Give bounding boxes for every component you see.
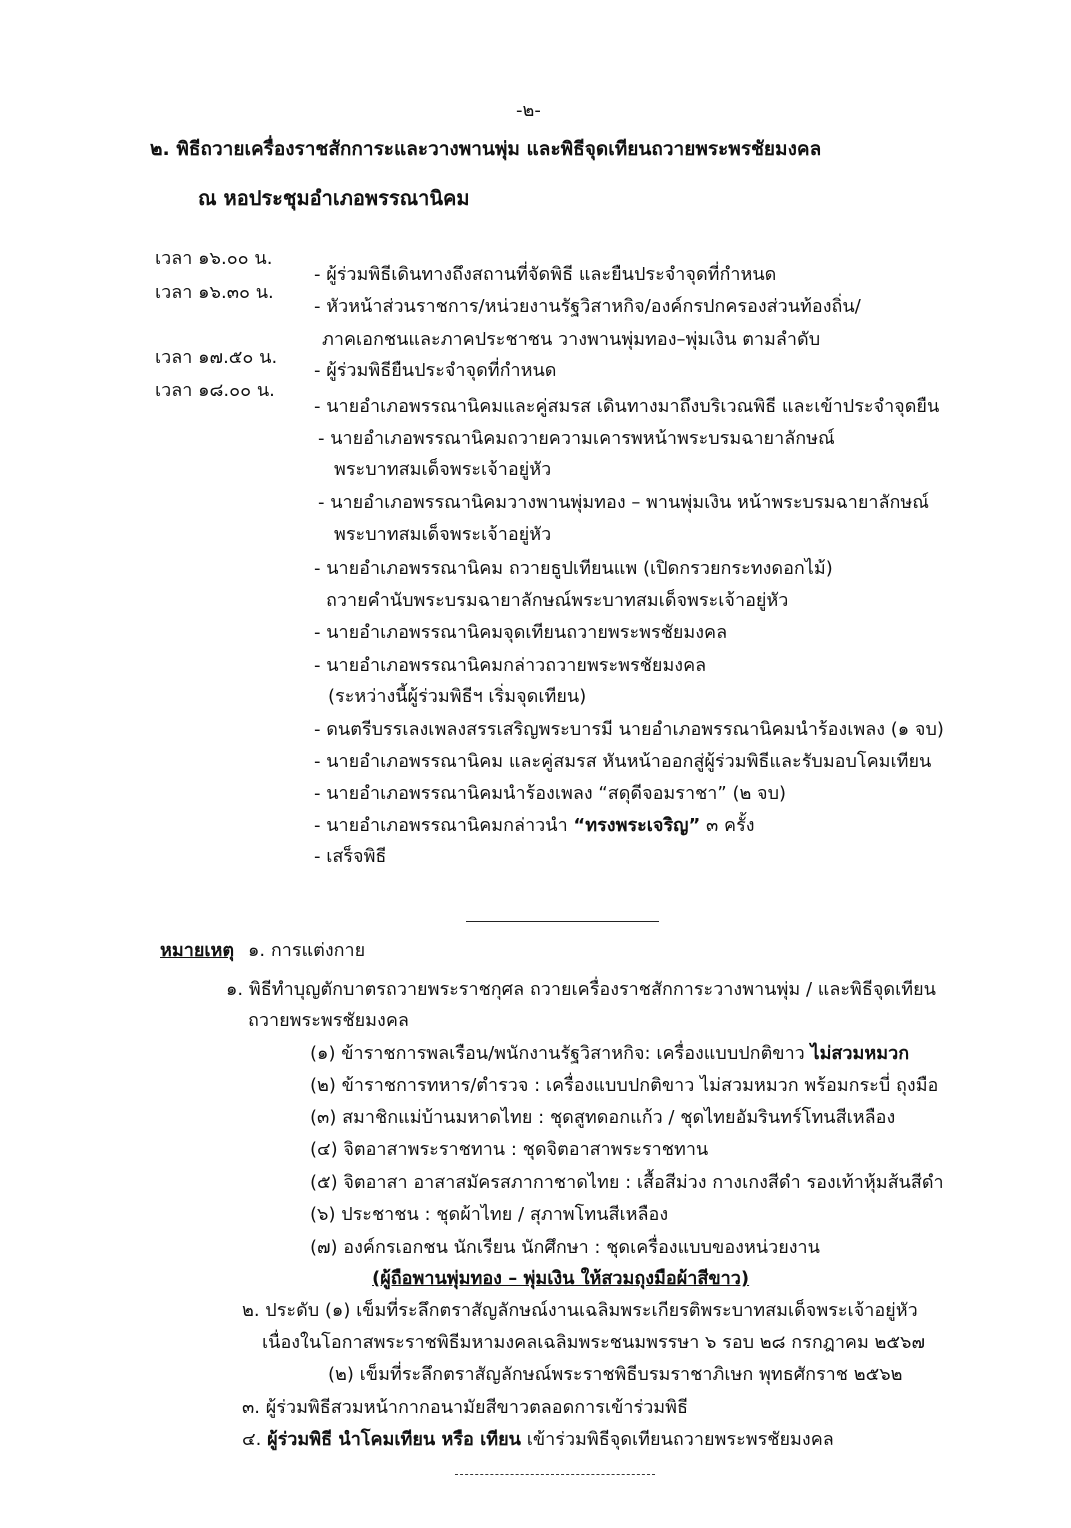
schedule-time: เวลา ๑๖.๓๐ น.	[155, 282, 274, 303]
schedule-line: - นายอำเภอพรรณานิคมจุดเทียนถวายพระพรชัยมงคล	[314, 622, 728, 643]
glove-note: (ผู้ถือพานพุ่มทอง – พุ่มเงิน ให้สวมถุงมือผ้าสีขาว)	[372, 1268, 750, 1289]
schedule-line: - นายอำเภอพรรณานิคมและคู่สมรส เดินทางมาถึงบริเวณพิธี และเข้าประจำจุดยืน	[314, 396, 940, 417]
schedule-line: (ระหว่างนี้ผู้ร่วมพิธีฯ เริ่มจุดเทียน)	[328, 686, 587, 707]
schedule-line: พระบาทสมเด็จพระเจ้าอยู่หัว	[334, 459, 552, 480]
schedule-line: ภาคเอกชนและภาคประชาชน วางพานพุ่มทอง–พุ่มเงิน ตามลำดับ	[322, 329, 821, 350]
notes-dress-heading: ๑. การแต่งกาย	[248, 940, 366, 961]
schedule-line: - ผู้ร่วมพิธีเดินทางถึงสถานที่จัดพิธี และยืนประจำจุดที่กำหนด	[314, 264, 777, 285]
dress-item: (๒) ข้าราชการทหาร/ตำรวจ : เครื่องแบบปกติขาว ไม่สวมหมวก พร้อมกระบี่ ถุงมือ	[310, 1075, 939, 1096]
schedule-line: - นายอำเภอพรรณานิคมนำร้องเพลง “สดุดีจอมราชา” (๒ จบ)	[314, 783, 787, 804]
dress-item: (๑) ข้าราชการพลเรือน/พนักงานรัฐวิสาหกิจ: เครื่องแบบปกติขาว ไม่สวมหมวก	[310, 1043, 910, 1064]
notes-item2-line1: ๒. ประดับ (๑) เข็มที่ระลึกตราสัญลักษณ์งานเฉลิมพระเกียรติพระบาทสมเด็จพระเจ้าอยู่หัว	[242, 1300, 918, 1321]
section-heading-line1: ๒. พิธีถวายเครื่องราชสักการะและวางพานพุ่ม และพิธีจุดเทียนถวายพระพรชัยมงคล	[150, 138, 822, 160]
schedule-line: ถวายคำนับพระบรมฉายาลักษณ์พระบาทสมเด็จพระเจ้าอยู่หัว	[326, 590, 789, 611]
notes-item2-line3: (๒) เข็มที่ระลึกตราสัญลักษณ์พระราชพิธีบรมราชาภิเษก พุทธศักราช ๒๕๖๒	[328, 1364, 903, 1385]
notes-item3: ๓. ผู้ร่วมพิธีสวมหน้ากากอนามัยสีขาวตลอดการเข้าร่วมพิธี	[242, 1397, 689, 1418]
dress-item: (๗) องค์กรเอกชน นักเรียน นักศึกษา : ชุดเครื่องแบบของหน่วยงาน	[310, 1237, 820, 1258]
schedule-line: - นายอำเภอพรรณานิคมวางพานพุ่มทอง – พานพุ่มเงิน หน้าพระบรมฉายาลักษณ์	[318, 492, 929, 513]
end-divider	[455, 1474, 655, 1475]
schedule-time: เวลา ๑๗.๕๐ น.	[155, 347, 278, 368]
praise-prefix: - นายอำเภอพรรณานิคมกล่าวนำ	[314, 815, 574, 836]
dress-item: (๓) สมาชิกแม่บ้านมหาดไทย : ชุดสูทดอกแก้ว / ชุดไทยอัมรินทร์โทนสีเหลือง	[310, 1107, 896, 1128]
schedule-time: เวลา ๑๖.๐๐ น.	[155, 248, 273, 269]
praise-suffix: ๓ ครั้ง	[700, 815, 755, 836]
notes-item1-line2: ถวายพระพรชัยมงคล	[248, 1010, 409, 1031]
schedule-line: - นายอำเภอพรรณานิคม ถวายธูปเทียนแพ (เปิดกรวยกระทงดอกไม้)	[314, 558, 833, 579]
notes-item4: ๔. ผู้ร่วมพิธี นำโคมเทียน หรือ เทียน เข้าร่วมพิธีจุดเทียนถวายพระพรชัยมงคล	[242, 1429, 834, 1450]
schedule-line: - นายอำเภอพรรณานิคมกล่าวถวายพระพรชัยมงคล	[314, 655, 707, 676]
page-number: -๒-	[516, 100, 541, 121]
dress-item: (๕) จิตอาสา อาสาสมัครสภากาชาดไทย : เสื้อสีม่วง กางเกงสีดำ รองเท้าหุ้มส้นสีดำ	[310, 1172, 944, 1193]
praise-phrase: “ทรงพระเจริญ”	[573, 815, 701, 836]
dress-item: (๔) จิตอาสาพระราชทาน : ชุดจิตอาสาพระราชทาน	[310, 1139, 709, 1160]
notes-label: หมายเหตุ	[160, 940, 235, 961]
schedule-time: เวลา ๑๘.๐๐ น.	[155, 380, 275, 401]
dress-item: (๖) ประชาชน : ชุดผ้าไทย / สุภาพโทนสีเหลือง	[310, 1204, 669, 1225]
schedule-line: - ผู้ร่วมพิธียืนประจำจุดที่กำหนด	[314, 360, 557, 381]
schedule-line: - ดนตรีบรรเลงเพลงสรรเสริญพระบารมี นายอำเภอพรรณานิคมนำร้องเพลง (๑ จบ)	[314, 719, 944, 740]
notes-item1-line1: ๑. พิธีทำบุญตักบาตรถวายพระราชกุศล ถวายเครื่องราชสักการะวางพานพุ่ม / และพิธีจุดเทียน	[226, 979, 936, 1000]
notes-item2-line2: เนื่องในโอกาสพระราชพิธีมหามงคลเฉลิมพระชนมพรรษา ๖ รอบ ๒๘ กรกฎาคม ๒๕๖๗	[262, 1332, 926, 1353]
schedule-line: - นายอำเภอพรรณานิคมถวายความเคารพหน้าพระบรมฉายาลักษณ์	[318, 428, 835, 449]
schedule-line-finish: - เสร็จพิธี	[314, 846, 387, 867]
section-heading-line2: ณ หอประชุมอำเภอพรรณานิคม	[198, 186, 470, 210]
section-divider	[466, 921, 659, 922]
schedule-line-praise	[314, 815, 755, 837]
schedule-line: พระบาทสมเด็จพระเจ้าอยู่หัว	[334, 524, 552, 545]
schedule-line: - หัวหน้าส่วนราชการ/หน่วยงานรัฐวิสาหกิจ/องค์กรปกครองส่วนท้องถิ่น/	[314, 296, 861, 317]
schedule-line: - นายอำเภอพรรณานิคม และคู่สมรส หันหน้าออกสู่ผู้ร่วมพิธีและรับมอบโคมเทียน	[314, 751, 932, 772]
